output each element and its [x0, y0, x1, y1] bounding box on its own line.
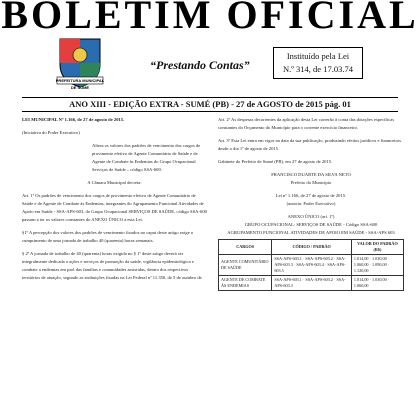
table-cell-codes: SSA-APS-603.1 · SSA-APS-603.2 · SSA-APS-603.3: [272, 276, 352, 291]
annex-title: ANEXO ÚNICO (art. 1º): [287, 214, 335, 219]
table-cell-values: 1.014,00 · 1.030,00 · 1.060,00: [351, 276, 403, 291]
logo-label-city: DE SUMÉ: [70, 85, 90, 90]
annex-table: [218, 239, 404, 291]
paragraph-1: §1º A percepção dos valores dos padrões de vencimento fixados no caput deste artigo exige o cumprimento de uma jornada de trabalho 40 (quarenta) horas semanais.: [22, 230, 194, 243]
law-ementa: Altera os valores dos padrões de vencimento dos cargos de provimento efetivo de Agente Comunitário de Saúde e de Agente de Combate às Endemias do Grupo Ocupacional Serviços de Saúde – código SSA-600.: [92, 143, 201, 172]
table-row: [219, 255, 404, 276]
law-box-line1: Instituído pela Lei: [286, 51, 350, 61]
table-cell-cargo: AGENTE DE COMBATE ÀS ENDEMIAS: [219, 276, 272, 291]
institution-law-box: [273, 47, 363, 79]
law-initiative: (Iniciativa do Poder Executivo): [22, 130, 80, 135]
table-header-row: [219, 240, 404, 255]
slogan: “Prestando Contas”: [150, 58, 250, 72]
law-heading: LEI MUNICIPAL Nº 1.166, de 27 de agosto de 2015.: [22, 117, 125, 122]
article-2: Art. 2º As despesas decorrentes da aplicação desta Lei correrão à conta das dotações específicas constantes do Orçamento do Município para o corrente exercício financeiro.: [218, 117, 395, 130]
right-column: [218, 116, 404, 291]
annex-agrupamento: AGRUPAMENTO FUNCIONAL ATIVIDADES DE APOIO EM SAÚDE - SSA-APS 603: [227, 230, 395, 235]
annex-law-ref: Lei nº 1.166, de 27 de agosto de 2015.: [275, 193, 347, 198]
decree-line: A Câmara Municipal decreta:: [87, 180, 142, 185]
table-cell-values: 1.014,00 · 1.030,00 · 1.060,00 · 1.090,00 · 1.120,00: [351, 255, 403, 276]
article-3: Art. 3º Esta Lei entra em vigor na data da sua publicação, produzindo efeitos jurídicos e financeiros desde o dia 1º de agosto de 2015.: [218, 138, 402, 151]
law-box-line2: N.º 314, de 17.03.74: [283, 64, 353, 74]
table-header: CARGOS: [219, 240, 272, 255]
cabinet-line: Gabinete do Prefeito de Sumé (PB), em 27 de agosto de 2015.: [218, 159, 333, 164]
annex-initiative: (autoria: Poder Executivo): [286, 201, 336, 206]
newspaper-title: BOLETIM OFICIAL: [1, 0, 419, 37]
signer-title: Prefeito do Município: [290, 180, 332, 185]
table-cell-codes: SSA-APS-603.1 · SSA-APS-603.2 · SSA-APS-603.3 · SSA-APS-603.4 · SSA-APS-603.5: [272, 255, 352, 276]
annex-group: GRUPO OCUPACIONAL: SERVIÇOS DE SAÚDE - Código SSA-600: [244, 222, 378, 227]
article-1: Art. 1º Os padrões de vencimento dos cargos de provimento efetivo de Agente Comunitário de Saúde e de Agente de Combate às Endemias, integrantes do Agrupamento Funcional Atividades de Apoio em Saúde - SSA-APS-603, do Grupo Ocupacional SERVIÇOS DE SAÚDE, código SSA-600 passam a ter os valores constantes do ANEXO ÚNICO a esta Lei.: [22, 193, 207, 222]
logo-label: PREFEITURA MUNICIPAL: [55, 78, 105, 83]
table-header: VALOR DO PADRÃO (R$): [351, 240, 403, 255]
left-column: [22, 116, 207, 287]
table-cell-cargo: AGENTE COMUNITÁRIO DE SAÚDE: [219, 255, 272, 276]
table-header: CÓDIGO / PADRÃO: [272, 240, 352, 255]
table-row: [219, 276, 404, 291]
paragraph-2: § 2º A jornada de trabalho de 40 (quarenta) horas exigida no § 1º deste artigo deverá ser integralmente dedicada a ações e serviços de promoção da saúde, vigilância epidemiológica e combate a endemias em prol das famílias e comunidades assistidas, dentro dos respectivos territórios de atuação, segundo as atribuições fixadas na Lei Federal nº 11.350, de 5 de outubro de: [22, 251, 202, 280]
signer-name: FRANCISCO DUARTE DA SILVA NETO: [271, 172, 351, 177]
issue-bar: ANO XIII - EDIÇÃO EXTRA - SUMÉ (PB) - 27 de AGOSTO de 2015 pág. 01: [22, 97, 398, 112]
municipal-coat-of-arms-icon: [55, 35, 105, 91]
masthead: [0, 0, 420, 37]
